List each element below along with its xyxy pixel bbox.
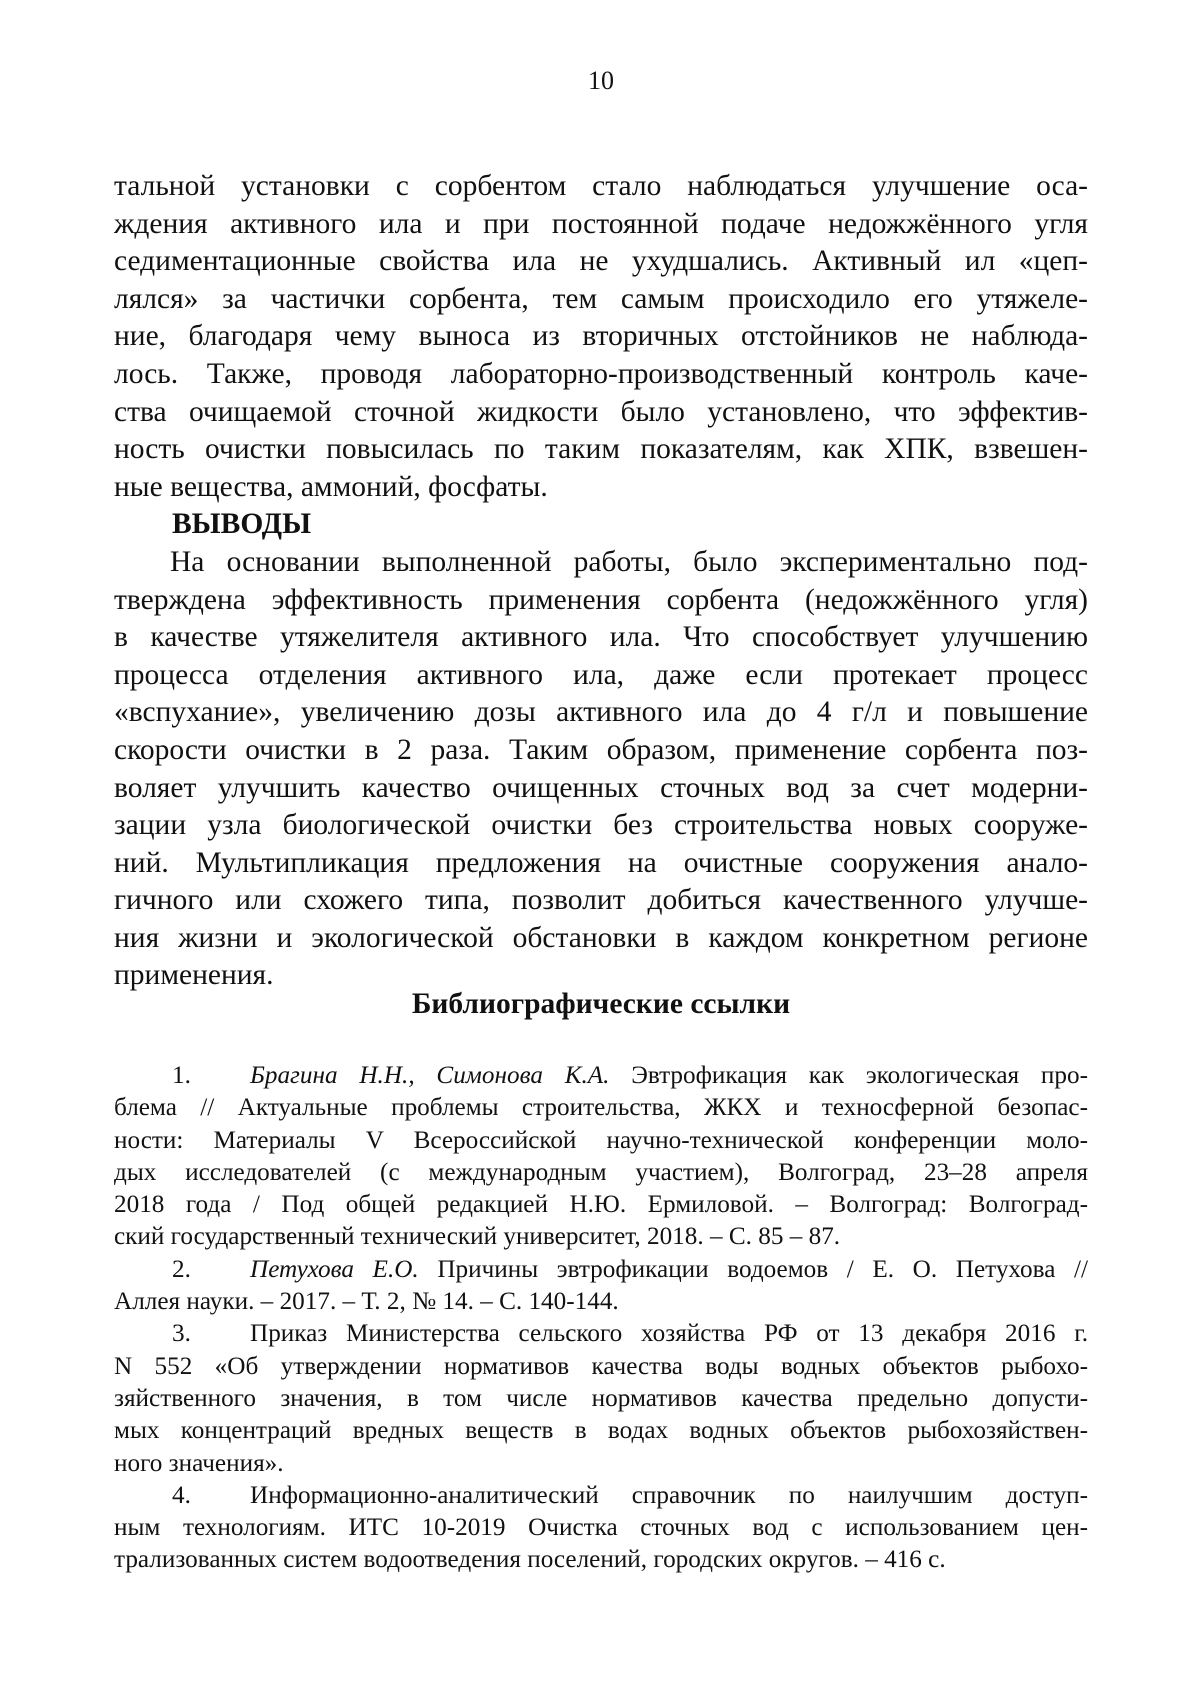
text-line: лось. Также, проводя лабораторно-производственный контроль каче- <box>114 357 1088 390</box>
reference-line: 2018 года / Под общей редакцией Н.Ю. Ермиловой. – Волгоград: Волгоград- <box>114 1191 1088 1219</box>
text-line: применения. <box>114 959 274 992</box>
text-line: ний. Мультипликация предложения на очистные сооружения анало- <box>114 846 1088 879</box>
reference-text: Информационно-аналитический справочник по наилучшим доступ- <box>250 1481 1088 1509</box>
reference-authors: Брагина Н.Н., Симонова К.А. <box>250 1062 610 1089</box>
text-line: «вспухание», увеличению дозы активного ила до 4 г/л и повышение <box>114 696 1088 729</box>
reference-line: трализованных систем водоотведения поселений, городских округов. – 416 с. <box>114 1546 946 1574</box>
reference-line: ности: Материалы V Всероссийской научно-технической конференции моло- <box>114 1126 1088 1154</box>
references-list <box>114 1060 1088 1577</box>
text-line: лялся» за частички сорбента, тем самым происходило его утяжеле- <box>114 282 1088 315</box>
reference-number: 1. <box>172 1062 191 1089</box>
reference-line: ский государственный технический университет, 2018. – С. 85 – 87. <box>114 1223 841 1251</box>
reference-number: 3. <box>172 1320 191 1348</box>
text-line: скорости очистки в 2 раза. Таким образом, применение сорбента поз- <box>114 733 1088 766</box>
text-line: тальной установки с сорбентом стало наблюдаться улучшение оса- <box>114 170 1088 202</box>
text-line: ждения активного ила и при постоянной подаче недожжённого угля <box>114 207 1088 240</box>
conclusions-heading: ВЫВОДЫ <box>172 508 312 541</box>
reference-item <box>114 1318 1088 1479</box>
reference-text: Причины эвтрофикации водоемов / Е. О. Петухова // <box>418 1255 1088 1283</box>
reference-text: Приказ Министерства сельского хозяйства РФ от 13 декабря 2016 г. <box>250 1320 1088 1348</box>
reference-authors: Петухова Е.О. <box>250 1255 419 1283</box>
reference-item <box>114 1060 1088 1254</box>
text-line: в качестве утяжелителя активного ила. Что способствует улучшению <box>114 621 1088 654</box>
page-number: 10 <box>588 66 614 95</box>
reference-line: мых концентраций вредных веществ в водах водных объектов рыбохозяйствен- <box>114 1417 1088 1445</box>
text-line: тверждена эффективность применения сорбента (недожжённого угля) <box>114 583 1088 616</box>
reference-item <box>114 1480 1088 1577</box>
reference-text: Эвтрофикация как экологическая про- <box>609 1062 1088 1089</box>
reference-number: 2. <box>172 1255 191 1283</box>
reference-line: дых исследователей (с международным участием), Волгоград, 23–28 апреля <box>114 1158 1088 1186</box>
text-line: ность очистки повысилась по таким показателям, как ХПК, взвешен- <box>114 433 1088 466</box>
text-line: воляет улучшить качество очищенных сточных вод за счет модерни- <box>114 771 1088 804</box>
reference-line: N 552 «Об утверждении нормативов качества воды водных объектов рыбохо- <box>114 1352 1088 1380</box>
conclusions-paragraph <box>114 544 1088 995</box>
reference-line: зяйственного значения, в том числе нормативов качества предельно допусти- <box>114 1384 1088 1412</box>
reference-line: ного значения». <box>114 1449 284 1477</box>
text-line: зации узла биологической очистки без строительства новых сооруже- <box>114 809 1088 842</box>
reference-line: блема // Актуальные проблемы строительства, ЖКХ и техносферной безопас- <box>114 1094 1088 1122</box>
references-title: Библиографические ссылки <box>411 988 791 1020</box>
text-line: гичного или схожего типа, позволит добиться качественного улучше- <box>114 884 1088 917</box>
text-line: ные вещества, аммоний, фосфаты. <box>114 470 548 503</box>
text-line: На основании выполненной работы, было экспериментально под- <box>170 545 1088 578</box>
text-line: ние, благодаря чему выноса из вторичных отстойников не наблюда- <box>114 320 1088 353</box>
reference-number: 4. <box>172 1481 191 1509</box>
intro-paragraph <box>114 168 1088 506</box>
reference-line: Аллея науки. – 2017. – Т. 2, № 14. – С. 140-144. <box>114 1288 619 1316</box>
text-line: ния жизни и экологической обстановки в каждом конкретном регионе <box>114 921 1088 954</box>
text-line: седиментационные свойства ила не ухудшались. Активный ил «цеп- <box>114 245 1088 278</box>
text-line: процесса отделения активного ила, даже если протекает процесс <box>114 658 1088 691</box>
body-text <box>114 168 1088 995</box>
reference-item <box>114 1254 1088 1319</box>
reference-line: ным технологиям. ИТС 10-2019 Очистка сточных вод с использованием цен- <box>114 1514 1088 1542</box>
text-line: ства очищаемой сточной жидкости было установлено, что эффектив- <box>114 395 1088 428</box>
